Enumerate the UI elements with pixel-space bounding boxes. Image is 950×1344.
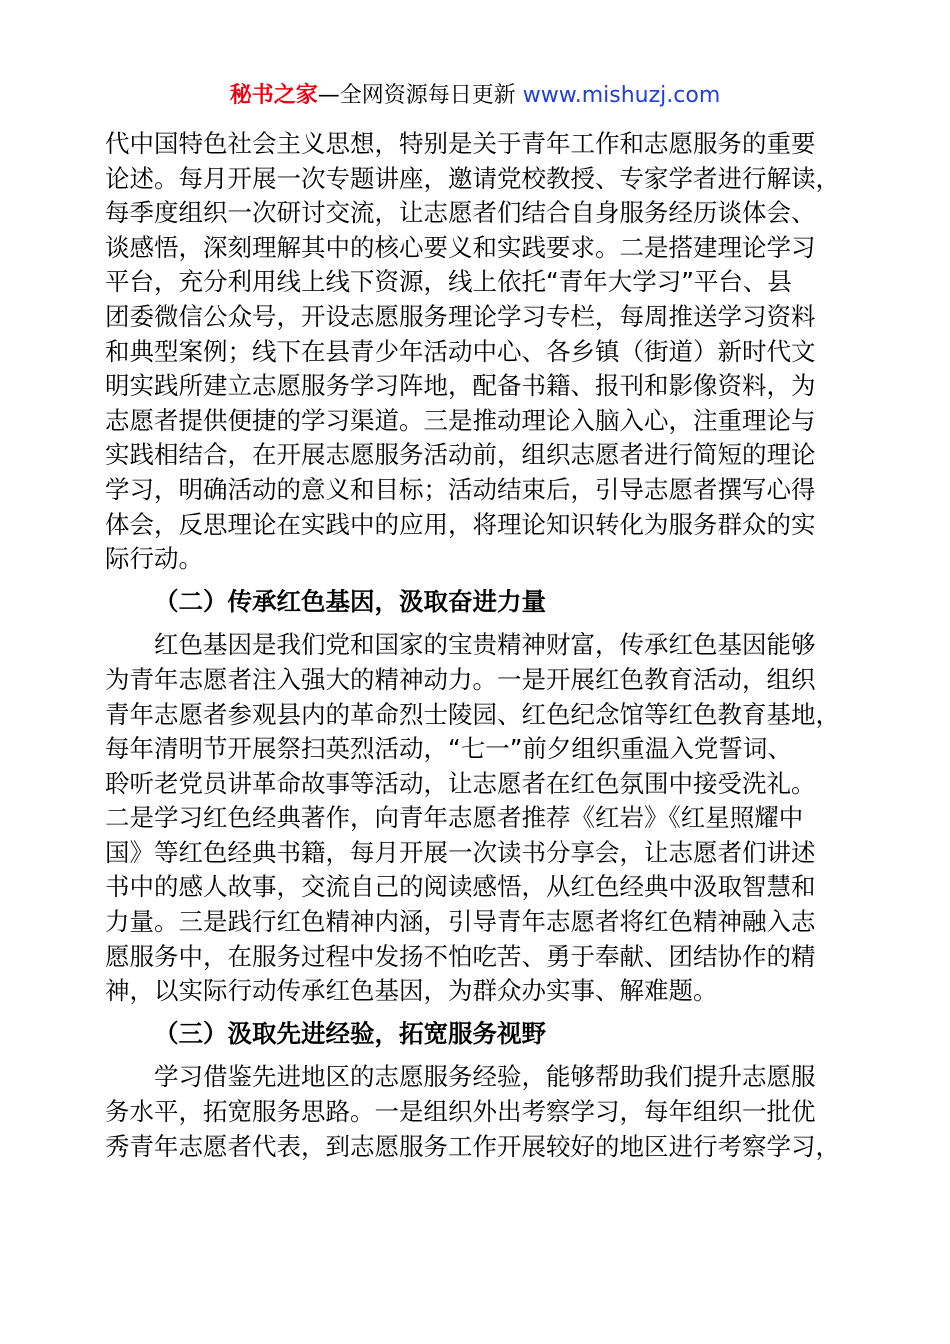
text-line: 平台，充分利用线上线下资源，线上依托“青年大学习”平台、县 <box>105 267 792 297</box>
page-header <box>0 80 950 112</box>
document-body <box>105 127 850 1164</box>
text-line: 论述。每月开展一次专题讲座，邀请党校教授、专家学者进行解读， <box>105 163 840 193</box>
site-tagline: —全网资源每日更新 <box>317 83 516 108</box>
text-line: 青年志愿者参观县内的革命烈士陵园、红色纪念馆等红色教育基地， <box>105 699 840 729</box>
paragraph-theory-study <box>105 127 850 577</box>
text-line: 学习借鉴先进地区的志愿服务经验，能够帮助我们提升志愿服 <box>154 1062 816 1092</box>
text-line: 学习，明确活动的意义和目标；活动结束后，引导志愿者撰写心得 <box>105 474 816 504</box>
text-line: 每季度组织一次研讨交流，让志愿者们结合自身服务经历谈体会、 <box>105 198 816 228</box>
text-line: 和典型案例；线下在县青少年活动中心、各乡镇（街道）新时代文 <box>105 336 816 366</box>
text-line: 体会，反思理论在实践中的应用，将理论知识转化为服务群众的实 <box>105 509 816 539</box>
text-line: 书中的感人故事，交流自己的阅读感悟，从红色经典中汲取智慧和 <box>105 872 816 902</box>
text-line: 代中国特色社会主义思想，特别是关于青年工作和志愿服务的重要 <box>105 129 816 158</box>
text-line: 每年清明节开展祭扫英烈活动，“七一”前夕组织重温入党誓词、 <box>105 734 792 764</box>
text-line: 聆听老党员讲革命故事等活动，让志愿者在红色氛围中接受洗礼。 <box>105 768 816 798</box>
text-line: 愿服务中，在服务过程中发扬不怕吃苦、勇于奉献、团结协作的精 <box>105 941 816 971</box>
section-heading-red-gene: （二）传承红色基因，汲取奋进力量 <box>154 587 546 617</box>
text-line: 志愿者提供便捷的学习渠道。三是推动理论入脑入心，注重理论与 <box>105 405 816 435</box>
text-line: 力量。三是践行红色精神内涵，引导青年志愿者将红色精神融入志 <box>105 907 816 937</box>
text-line: 谈感悟，深刻理解其中的核心要义和实践要求。二是搭建理论学习 <box>105 232 816 262</box>
site-url-link[interactable]: www.mishuzj.com <box>522 83 721 108</box>
paragraph-red-gene <box>105 628 850 1009</box>
text-line: 红色基因是我们党和国家的宝贵精神财富，传承红色基因能够 <box>154 630 816 660</box>
text-line: 团委微信公众号，开设志愿服务理论学习专栏，每周推送学习资料 <box>105 301 816 331</box>
text-line: 神，以实际行动传承红色基因，为群众办实事、解难题。 <box>105 976 718 1006</box>
text-line: 际行动。 <box>105 544 203 574</box>
section-heading-advanced-experience: （三）汲取先进经验，拓宽服务视野 <box>154 1019 546 1049</box>
text-line: 为青年志愿者注入强大的精神动力。一是开展红色教育活动，组织 <box>105 664 816 694</box>
text-line: 二是学习红色经典著作，向青年志愿者推荐《红岩》《红星照耀中 <box>105 803 804 833</box>
text-line: 务水平，拓宽服务思路。一是组织外出考察学习，每年组织一批优 <box>105 1097 816 1127</box>
site-brand: 秘书之家 <box>229 83 318 108</box>
text-line: 秀青年志愿者代表，到志愿服务工作开展较好的地区进行考察学习， <box>105 1131 840 1161</box>
text-line: 国》等红色经典书籍，每月开展一次读书分享会，让志愿者们讲述 <box>105 837 816 867</box>
text-line: 实践相结合，在开展志愿服务活动前，组织志愿者进行简短的理论 <box>105 440 816 470</box>
paragraph-advanced-experience <box>105 1060 850 1164</box>
text-line: 明实践所建立志愿服务学习阵地，配备书籍、报刊和影像资料，为 <box>105 371 816 401</box>
